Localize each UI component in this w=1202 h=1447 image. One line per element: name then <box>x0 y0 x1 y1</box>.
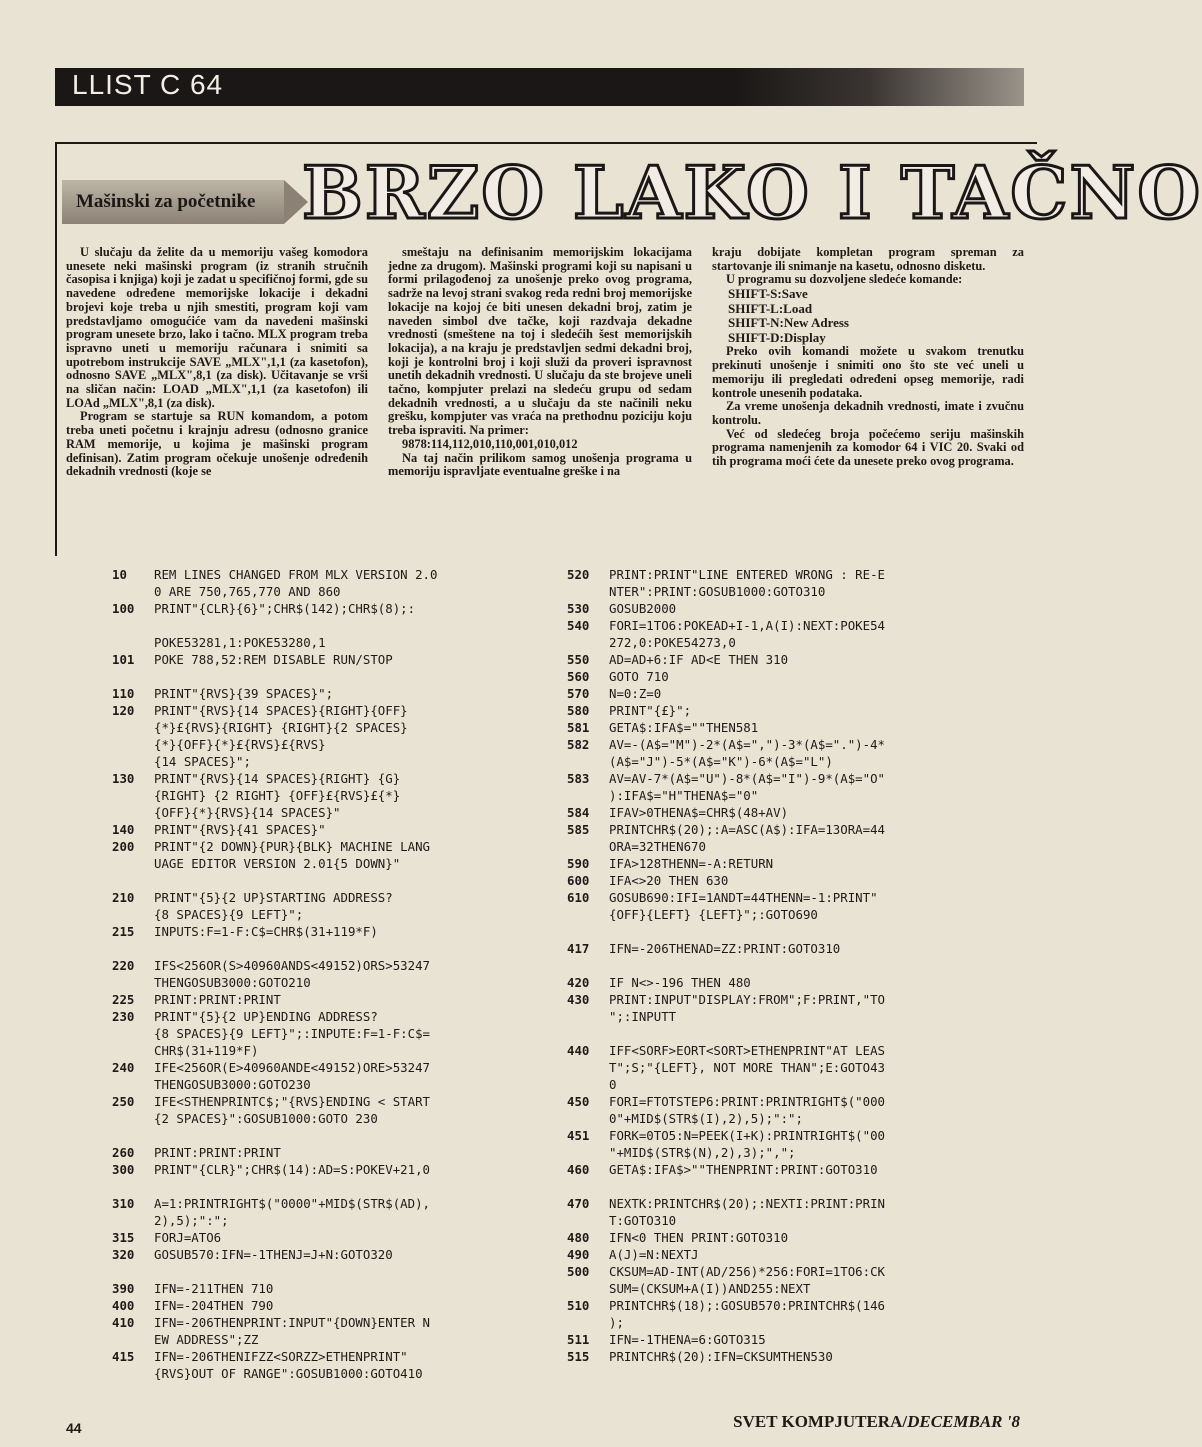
code-line <box>567 923 1022 940</box>
code-line <box>112 991 562 1008</box>
code-line <box>567 1127 1022 1161</box>
line-number: 451 <box>567 1128 590 1143</box>
line-number: 440 <box>567 1043 590 1058</box>
article-headline: BRZO LAKO I TAČNO <box>302 150 1202 235</box>
line-number: 582 <box>567 737 590 752</box>
line-code: IFN=-206THENPRINT:INPUT"{DOWN}ENTER N EW ADDRESS";ZZ <box>154 1315 431 1347</box>
line-number: 600 <box>567 873 590 888</box>
code-line <box>567 736 1022 770</box>
line-code: GOSUB2000 <box>609 601 677 616</box>
line-code: GETA$:IFA$=""THEN581 <box>609 720 759 735</box>
code-line <box>567 1093 1022 1127</box>
line-code <box>154 1178 562 1195</box>
line-number: 584 <box>567 805 590 820</box>
line-code: IFN=-204THEN 790 <box>154 1298 274 1313</box>
line-number: 560 <box>567 669 590 684</box>
command-item: SHIFT-N:New Adress <box>728 315 849 331</box>
line-number: 215 <box>112 924 135 939</box>
line-number: 200 <box>112 839 135 854</box>
line-number: 300 <box>112 1162 135 1177</box>
line-code: IFN=-206THENAD=ZZ:PRINT:GOTO310 <box>609 941 841 956</box>
code-line <box>567 617 1022 651</box>
code-line <box>112 1178 562 1195</box>
line-code: PRINT"{£}"; <box>609 703 692 718</box>
line-number: 590 <box>567 856 590 871</box>
code-line <box>112 1008 562 1059</box>
code-line <box>567 1331 1022 1348</box>
line-code: POKE 788,52:REM DISABLE RUN/STOP <box>154 652 393 667</box>
code-line <box>112 668 562 685</box>
code-line <box>567 1178 1022 1195</box>
code-line <box>112 1246 562 1263</box>
line-code: PRINTCHR$(20):IFN=CKSUMTHEN530 <box>609 1349 833 1364</box>
line-number: 320 <box>112 1247 135 1262</box>
line-number: 460 <box>567 1162 590 1177</box>
line-number: 500 <box>567 1264 590 1279</box>
magazine-footer <box>733 1412 1020 1432</box>
line-number: 511 <box>567 1332 590 1347</box>
line-number <box>112 668 154 685</box>
line-code: IFN<0 THEN PRINT:GOTO310 <box>609 1230 789 1245</box>
line-number: 470 <box>567 1196 590 1211</box>
line-number: 610 <box>567 890 590 905</box>
line-code: PRINT:INPUT"DISPLAY:FROM";F:PRINT,"TO ";:INPUTT <box>609 992 886 1024</box>
code-line <box>112 1127 562 1144</box>
line-number <box>112 1127 154 1144</box>
line-code <box>609 1025 1022 1042</box>
line-number: 530 <box>567 601 590 616</box>
line-code <box>154 872 562 889</box>
line-code: IF N<>-196 THEN 480 <box>609 975 751 990</box>
line-code: PRINT"{CLR}";CHR$(14):AD=S:POKEV+21,0 <box>154 1162 431 1177</box>
paragraph: kraju dobijate kompletan program spreman za startovanje ili snimanje na kasetu, odnosno disketu. <box>712 245 1024 273</box>
line-code: IFN=-1THENA=6:GOTO315 <box>609 1332 766 1347</box>
line-number: 240 <box>112 1060 135 1075</box>
line-code: PRINT:PRINT:PRINT <box>154 1145 281 1160</box>
line-number: 585 <box>567 822 590 837</box>
line-number: 10 <box>112 567 127 582</box>
line-code: IFA>128THENN=-A:RETURN <box>609 856 774 871</box>
code-line <box>567 668 1022 685</box>
code-line <box>567 940 1022 957</box>
line-code: NEXTK:PRINTCHR$(20);:NEXTI:PRINT:PRIN T:GOTO310 <box>609 1196 886 1228</box>
code-line <box>112 566 562 600</box>
line-code: IFS<256OR(S>40960ANDS<49152)ORS>53247 THENGOSUB3000:GOTO210 <box>154 958 431 990</box>
line-code <box>154 668 562 685</box>
line-number: 400 <box>112 1298 135 1313</box>
line-number <box>567 1178 609 1195</box>
line-code: PRINTCHR$(18);:GOSUB570:PRINTCHR$(146 ); <box>609 1298 886 1330</box>
line-code: PRINT"{RVS}{41 SPACES}" <box>154 822 326 837</box>
line-number: 580 <box>567 703 590 718</box>
code-line <box>112 1280 562 1297</box>
line-number: 510 <box>567 1298 590 1313</box>
section-title: LLIST C 64 <box>72 69 224 100</box>
paragraph: Na taj način prilikom samog unošenja programa u memoriju ispravljate eventualne greške i na <box>388 450 692 479</box>
code-line <box>567 1042 1022 1093</box>
code-line <box>567 804 1022 821</box>
code-line <box>112 940 562 957</box>
code-line <box>112 651 562 668</box>
article-column-2 <box>388 246 692 479</box>
paragraph: Za vreme unošenja dekadnih vrednosti, imate i zvučnu kontrolu. <box>712 399 1024 427</box>
line-number <box>567 1025 609 1042</box>
code-line <box>112 1314 562 1348</box>
line-code: PRINT"{RVS}{14 SPACES}{RIGHT} {G} {RIGHT} {2 RIGHT} {OFF}£{RVS}£{*} {OFF}{*}{RVS}{14 SPACES}" <box>154 771 401 820</box>
line-code: PRINT:PRINT:PRINT <box>154 992 281 1007</box>
line-code: REM LINES CHANGED FROM MLX VERSION 2.0 0 ARE 750,765,770 AND 860 <box>154 567 438 599</box>
code-line <box>567 1246 1022 1263</box>
paragraph: U programu su dozvoljene sledeće komande: <box>726 272 963 287</box>
line-code <box>609 923 1022 940</box>
line-code <box>154 1127 562 1144</box>
line-number: 410 <box>112 1315 135 1330</box>
command-item: SHIFT-D:Display <box>728 329 826 345</box>
line-number: 310 <box>112 1196 135 1211</box>
code-line <box>112 821 562 838</box>
line-number <box>112 872 154 889</box>
code-line <box>567 855 1022 872</box>
line-number: 415 <box>112 1349 135 1364</box>
line-number: 101 <box>112 652 135 667</box>
line-number: 450 <box>567 1094 590 1109</box>
line-number: 520 <box>567 567 590 582</box>
code-line <box>112 1229 562 1246</box>
code-line <box>567 566 1022 600</box>
code-line <box>567 1161 1022 1178</box>
line-code <box>154 940 562 957</box>
paragraph: Već od sledećeg broja počećemo seriju mašinskih programa namenjenih za komodor 64 i VIC 20. Svaki od tih programa moći ćete da unesete preko ovog programa. <box>712 426 1024 469</box>
line-number: 390 <box>112 1281 135 1296</box>
line-number <box>112 1178 154 1195</box>
code-line <box>112 1348 562 1382</box>
paragraph: U slučaju da želite da u memoriju vašeg komodora unesete neki mašinski program (iz stranih stručnih časopisa i knjiga) koji je zadat u specifičnoj formi, gde su navedene određene memorijske lokacije i dekadni brojevi koje treba u njih smestiti, program koji vam predstavljamo omogućiće vam da navedeni mašinski program unesete brzo, lako i tačno. MLX program treba ispravno uneti u memoriju računara i snimiti sa upotrebom instrukcije SAVE „MLX",1,1 (za kasetofon), odnosno SAVE „MLX",8,1 (za disk). Učitavanje se vrši na sličan način: LOAD „MLX",1,1 (za kasetofon) ili LOAd „MLX",8,1 (za disk). <box>66 245 368 410</box>
line-number: 130 <box>112 771 135 786</box>
line-number: 583 <box>567 771 590 786</box>
line-code: PRINTCHR$(20);:A=ASC(A$):IFA=13ORA=44 ORA=32THEN670 <box>609 822 886 854</box>
code-line <box>112 872 562 889</box>
article-kicker: Mašinski za početnike <box>62 180 284 224</box>
line-code: PRINT"{RVS}{14 SPACES}{RIGHT}{OFF} {*}£{RVS}{RIGHT} {RIGHT}{2 SPACES} {*}{OFF}{*}£{RVS}£{RVS} {14 SPACES}"; <box>154 703 408 769</box>
line-number: 540 <box>567 618 590 633</box>
code-line <box>112 1195 562 1229</box>
code-line <box>567 957 1022 974</box>
code-line <box>567 991 1022 1025</box>
code-listing-right <box>567 566 1022 1365</box>
code-line <box>567 1025 1022 1042</box>
code-line <box>112 1297 562 1314</box>
code-line <box>112 1093 562 1127</box>
paragraph: Program se startuje sa RUN komandom, a potom treba uneti početnu i krajnju adresu (odnosno granice RAM memorije, u kojima je mašinski program definisan). Zatim program očekuje unošenje određenih dekadnih vrednosti (koje se <box>66 409 368 479</box>
code-line <box>567 770 1022 804</box>
line-code: FORJ=ATO6 <box>154 1230 222 1245</box>
line-code: IFE<STHENPRINTC$;"{RVS}ENDING < START {2 SPACES}":GOSUB1000:GOTO 230 <box>154 1094 431 1126</box>
code-line <box>567 889 1022 923</box>
code-line <box>112 923 562 940</box>
line-number: 225 <box>112 992 135 1007</box>
line-number <box>567 923 609 940</box>
line-code: AD=AD+6:IF AD<E THEN 310 <box>609 652 789 667</box>
article-column-1 <box>66 246 368 479</box>
code-line <box>567 1297 1022 1331</box>
paragraph: Preko ovih komandi možete u svakom trenutku prekinuti unošenje i snimiti ono što ste već uneli u memoriju ili pregledati određeni opseg memorije, radi kontrole unesenih podataka. <box>712 344 1024 400</box>
line-code: IFE<256OR(E>40960ANDE<49152)ORE>53247 THENGOSUB3000:GOTO230 <box>154 1060 431 1092</box>
line-code: IFN=-211THEN 710 <box>154 1281 274 1296</box>
line-code: PRINT"{RVS}{39 SPACES}"; <box>154 686 334 701</box>
line-code: AV=AV-7*(A$="U")-8*(A$="I")-9*(A$="O" ):IFA$="H"THENA$="0" <box>609 771 886 803</box>
line-code: GOSUB570:IFN=-1THENJ=J+N:GOTO320 <box>154 1247 393 1262</box>
code-line <box>112 1059 562 1093</box>
code-listing-left <box>112 566 562 1382</box>
code-line <box>567 651 1022 668</box>
issue-label: DECEMBAR '8 <box>907 1412 1020 1431</box>
code-line <box>567 702 1022 719</box>
line-code: INPUTS:F=1-F:C$=CHR$(31+119*F) <box>154 924 378 939</box>
code-line <box>112 957 562 991</box>
line-code <box>609 1178 1022 1195</box>
code-line <box>567 1348 1022 1365</box>
code-line <box>112 702 562 770</box>
code-line <box>112 685 562 702</box>
line-code: IFA<>20 THEN 630 <box>609 873 729 888</box>
code-line <box>567 1195 1022 1229</box>
line-number: 250 <box>112 1094 135 1109</box>
line-number: 490 <box>567 1247 590 1262</box>
line-number: 417 <box>567 941 590 956</box>
line-number: 230 <box>112 1009 135 1024</box>
code-line <box>567 1263 1022 1297</box>
line-number: 420 <box>567 975 590 990</box>
line-number: 260 <box>112 1145 135 1160</box>
code-line <box>112 1144 562 1161</box>
line-code: PRINT"{CLR}{6}";CHR$(142);CHR$(8);: POKE53281,1:POKE53280,1 <box>154 601 416 650</box>
code-line <box>567 974 1022 991</box>
code-line <box>567 821 1022 855</box>
line-code: FORI=FTOTSTEP6:PRINT:PRINTRIGHT$("000 0"+MID$(STR$(I),2),5);":"; <box>609 1094 886 1126</box>
line-code: FORI=1TO6:POKEAD+I-1,A(I):NEXT:POKE54 272,0:POKE54273,0 <box>609 618 886 650</box>
line-number: 315 <box>112 1230 135 1245</box>
code-line <box>567 600 1022 617</box>
line-code: IFF<SORF>EORT<SORT>ETHENPRINT"AT LEAS T";S;"{LEFT}, NOT MORE THAN";E:GOTO43 0 <box>609 1043 886 1092</box>
code-line <box>567 1229 1022 1246</box>
line-code: GETA$:IFA$>""THENPRINT:PRINT:GOTO310 <box>609 1162 878 1177</box>
line-code: PRINT"{2 DOWN}{PUR}{BLK} MACHINE LANG UAGE EDITOR VERSION 2.01{5 DOWN}" <box>154 839 431 871</box>
code-line <box>112 889 562 923</box>
line-number: 581 <box>567 720 590 735</box>
line-code: PRINT"{5}{2 UP}ENDING ADDRESS? {8 SPACES}{9 LEFT}";:INPUTE:F=1-F:C$= CHR$(31+119*F) <box>154 1009 431 1058</box>
line-number: 515 <box>567 1349 590 1364</box>
line-number <box>112 1263 154 1280</box>
paragraph: smeštaju na definisanim memorijskim lokacijama jedne za drugom). Mašinski programi koji su napisani u formi prilagođenoj za unošenje preko ovog programa, sadrže na levoj strani svakog reda redni broj memorijske lokacije na kojoj će biti unesen dekadni broj, zatim je naveden simbol dve tačke, koji razdvaja dekadne vrednosti (smeštene na toj i sledećih šest memorijskih lokacija), a na kraju je predstavljen sedmi dekadni broj, koji je kontrolni broj i koji služi da proveri ispravnost unetih dekadnih vrednosti. U slučaju da ste brojeve uneli tačno, kompjuter prelazi na sledeću grupu od sedam dekadnih vrednosti, a u slučaju da ste načinili neku grešku, kompjuter vas vraća na prethodnu poziciju koju treba ispraviti. Na primer: <box>388 245 692 438</box>
line-code <box>609 957 1022 974</box>
line-code: GOSUB690:IFI=1ANDT=44THENN=-1:PRINT" {OFF}{LEFT} {LEFT}";:GOTO690 <box>609 890 878 922</box>
line-code: A(J)=N:NEXTJ <box>609 1247 699 1262</box>
code-line <box>112 1161 562 1178</box>
command-item: SHIFT-L:Load <box>728 300 813 316</box>
line-number: 430 <box>567 992 590 1007</box>
code-line <box>112 600 562 651</box>
line-number: 140 <box>112 822 135 837</box>
line-code: IFAV>0THENA$=CHR$(48+AV) <box>609 805 789 820</box>
article-column-3 <box>712 246 1024 469</box>
line-code: CKSUM=AD-INT(AD/256)*256:FORI=1TO6:CK SUM=(CKSUM+A(I))AND255:NEXT <box>609 1264 886 1296</box>
line-number: 480 <box>567 1230 590 1245</box>
line-code: A=1:PRINTRIGHT$("0000"+MID$(STR$(AD), 2),5);":"; <box>154 1196 431 1228</box>
code-line <box>112 1263 562 1280</box>
example-line: 9878:114,112,010,110,001,010,012 <box>402 436 578 451</box>
line-code <box>154 1263 562 1280</box>
code-line <box>112 770 562 821</box>
line-number: 550 <box>567 652 590 667</box>
code-line <box>112 838 562 872</box>
line-number: 110 <box>112 686 135 701</box>
code-line <box>567 872 1022 889</box>
command-item: SHIFT-S:Save <box>728 286 808 302</box>
code-line <box>567 685 1022 702</box>
line-code: PRINT"{5}{2 UP}STARTING ADDRESS? {8 SPACES}{9 LEFT}"; <box>154 890 393 922</box>
line-number <box>567 957 609 974</box>
line-number: 210 <box>112 890 135 905</box>
line-code: FORK=0TO5:N=PEEK(I+K):PRINTRIGHT$("00 "+MID$(STR$(N),2),3);","; <box>609 1128 886 1160</box>
line-number: 570 <box>567 686 590 701</box>
magazine-name: SVET KOMPJUTERA/ <box>733 1412 908 1431</box>
line-code: N=0:Z=0 <box>609 686 662 701</box>
code-line <box>567 719 1022 736</box>
line-number: 120 <box>112 703 135 718</box>
line-number <box>112 940 154 957</box>
page-number: 44 <box>66 1420 82 1436</box>
line-code: AV=-(A$="M")-2*(A$=",")-3*(A$=".")-4* (A$="J")-5*(A$="K")-6*(A$="L") <box>609 737 886 769</box>
line-number: 100 <box>112 601 135 616</box>
line-code: GOTO 710 <box>609 669 669 684</box>
line-code: PRINT:PRINT"LINE ENTERED WRONG : RE-E NTER":PRINT:GOSUB1000:GOTO310 <box>609 567 886 599</box>
line-number: 220 <box>112 958 135 973</box>
line-code: IFN=-206THENIFZZ<SORZZ>ETHENPRINT" {RVS}OUT OF RANGE":GOSUB1000:GOTO410 <box>154 1349 423 1381</box>
